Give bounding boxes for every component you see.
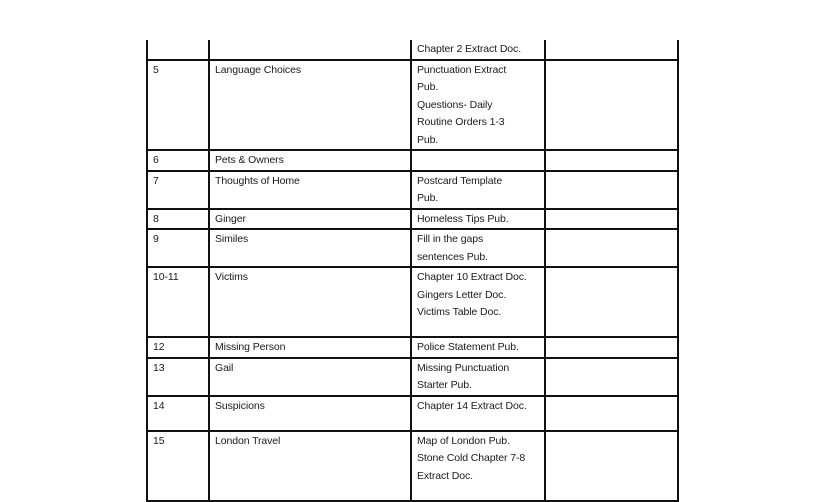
lesson-topic-cell	[209, 40, 411, 60]
lesson-topic-cell: Missing Person	[209, 337, 411, 358]
resource-line: Routine Orders 1-3	[417, 116, 505, 128]
resource-line: Pub.	[417, 192, 439, 204]
resources-cell	[411, 229, 545, 267]
notes-cell	[545, 396, 678, 431]
resource-line: Victims Table Doc.	[417, 306, 502, 318]
lesson-table	[146, 40, 679, 502]
scheme-of-work-table-fragment	[146, 40, 677, 482]
resource-line: Pub.	[417, 133, 439, 146]
notes-cell	[545, 150, 678, 171]
table-row	[147, 229, 678, 267]
lesson-table-body	[147, 40, 678, 501]
lesson-number-cell	[147, 40, 209, 60]
notes-cell	[545, 40, 678, 60]
table-row	[147, 337, 678, 358]
resource-line: Missing Punctuation	[417, 361, 510, 374]
resource-line: Homeless Tips Pub.	[417, 212, 509, 225]
resource-line: Postcard Template	[417, 174, 503, 187]
table-row	[147, 209, 678, 230]
lesson-topic-cell: Similes	[209, 229, 411, 267]
lesson-topic-cell: Suspicions	[209, 396, 411, 431]
lesson-number-cell: 15	[147, 431, 209, 501]
resources-cell	[411, 171, 545, 209]
lesson-number-cell: 8	[147, 209, 209, 230]
resource-line: Gingers Letter Doc.	[417, 288, 507, 301]
lesson-topic-cell: Gail	[209, 358, 411, 396]
notes-cell	[545, 431, 678, 501]
table-row	[147, 60, 678, 151]
resource-line: sentences Pub.	[417, 250, 488, 263]
notes-cell	[545, 229, 678, 267]
lesson-topic-cell: Language Choices	[209, 60, 411, 151]
lesson-topic-cell: Victims	[209, 267, 411, 337]
notes-cell	[545, 358, 678, 396]
table-row	[147, 171, 678, 209]
resources-cell	[411, 150, 545, 171]
resource-line: Punctuation Extract	[417, 63, 507, 76]
table-row	[147, 431, 678, 501]
lesson-number-cell: 6	[147, 150, 209, 171]
resources-cell	[411, 267, 545, 337]
notes-cell	[545, 60, 678, 151]
resources-cell	[411, 431, 545, 501]
notes-cell	[545, 267, 678, 337]
resources-cell	[411, 40, 545, 60]
lesson-topic-cell: London Travel	[209, 431, 411, 501]
notes-cell	[545, 209, 678, 230]
lesson-topic-cell: Pets & Owners	[209, 150, 411, 171]
resource-line: Extract Doc.	[417, 469, 473, 482]
lesson-number-cell: 13	[147, 358, 209, 396]
lesson-number-cell: 9	[147, 229, 209, 267]
resource-line: Fill in the gaps	[417, 233, 484, 245]
table-row	[147, 396, 678, 431]
resource-line: Police Statement Pub.	[417, 341, 519, 353]
resource-line: Starter Pub.	[417, 379, 472, 391]
resource-line: Map of London Pub.	[417, 434, 510, 447]
lesson-number-cell: 7	[147, 171, 209, 209]
resources-cell	[411, 209, 545, 230]
lesson-topic-cell: Ginger	[209, 209, 411, 230]
resource-line: Stone Cold Chapter 7-8	[417, 452, 526, 464]
lesson-number-cell: 5	[147, 60, 209, 151]
resource-line: Chapter 2 Extract Doc.	[417, 43, 522, 55]
resource-line: Pub.	[417, 81, 439, 93]
table-row	[147, 267, 678, 337]
resource-line: Chapter 14 Extract Doc.	[417, 399, 527, 412]
lesson-number-cell: 10-11	[147, 267, 209, 337]
resources-cell	[411, 358, 545, 396]
resource-line: Chapter 10 Extract Doc.	[417, 271, 527, 283]
resources-cell	[411, 337, 545, 358]
table-row	[147, 150, 678, 171]
notes-cell	[545, 337, 678, 358]
notes-cell	[545, 171, 678, 209]
table-row	[147, 358, 678, 396]
lesson-number-cell: 12	[147, 337, 209, 358]
resource-line: Questions- Daily	[417, 98, 493, 111]
resources-cell	[411, 60, 545, 151]
table-row	[147, 40, 678, 60]
resources-cell	[411, 396, 545, 431]
lesson-topic-cell: Thoughts of Home	[209, 171, 411, 209]
lesson-number-cell: 14	[147, 396, 209, 431]
